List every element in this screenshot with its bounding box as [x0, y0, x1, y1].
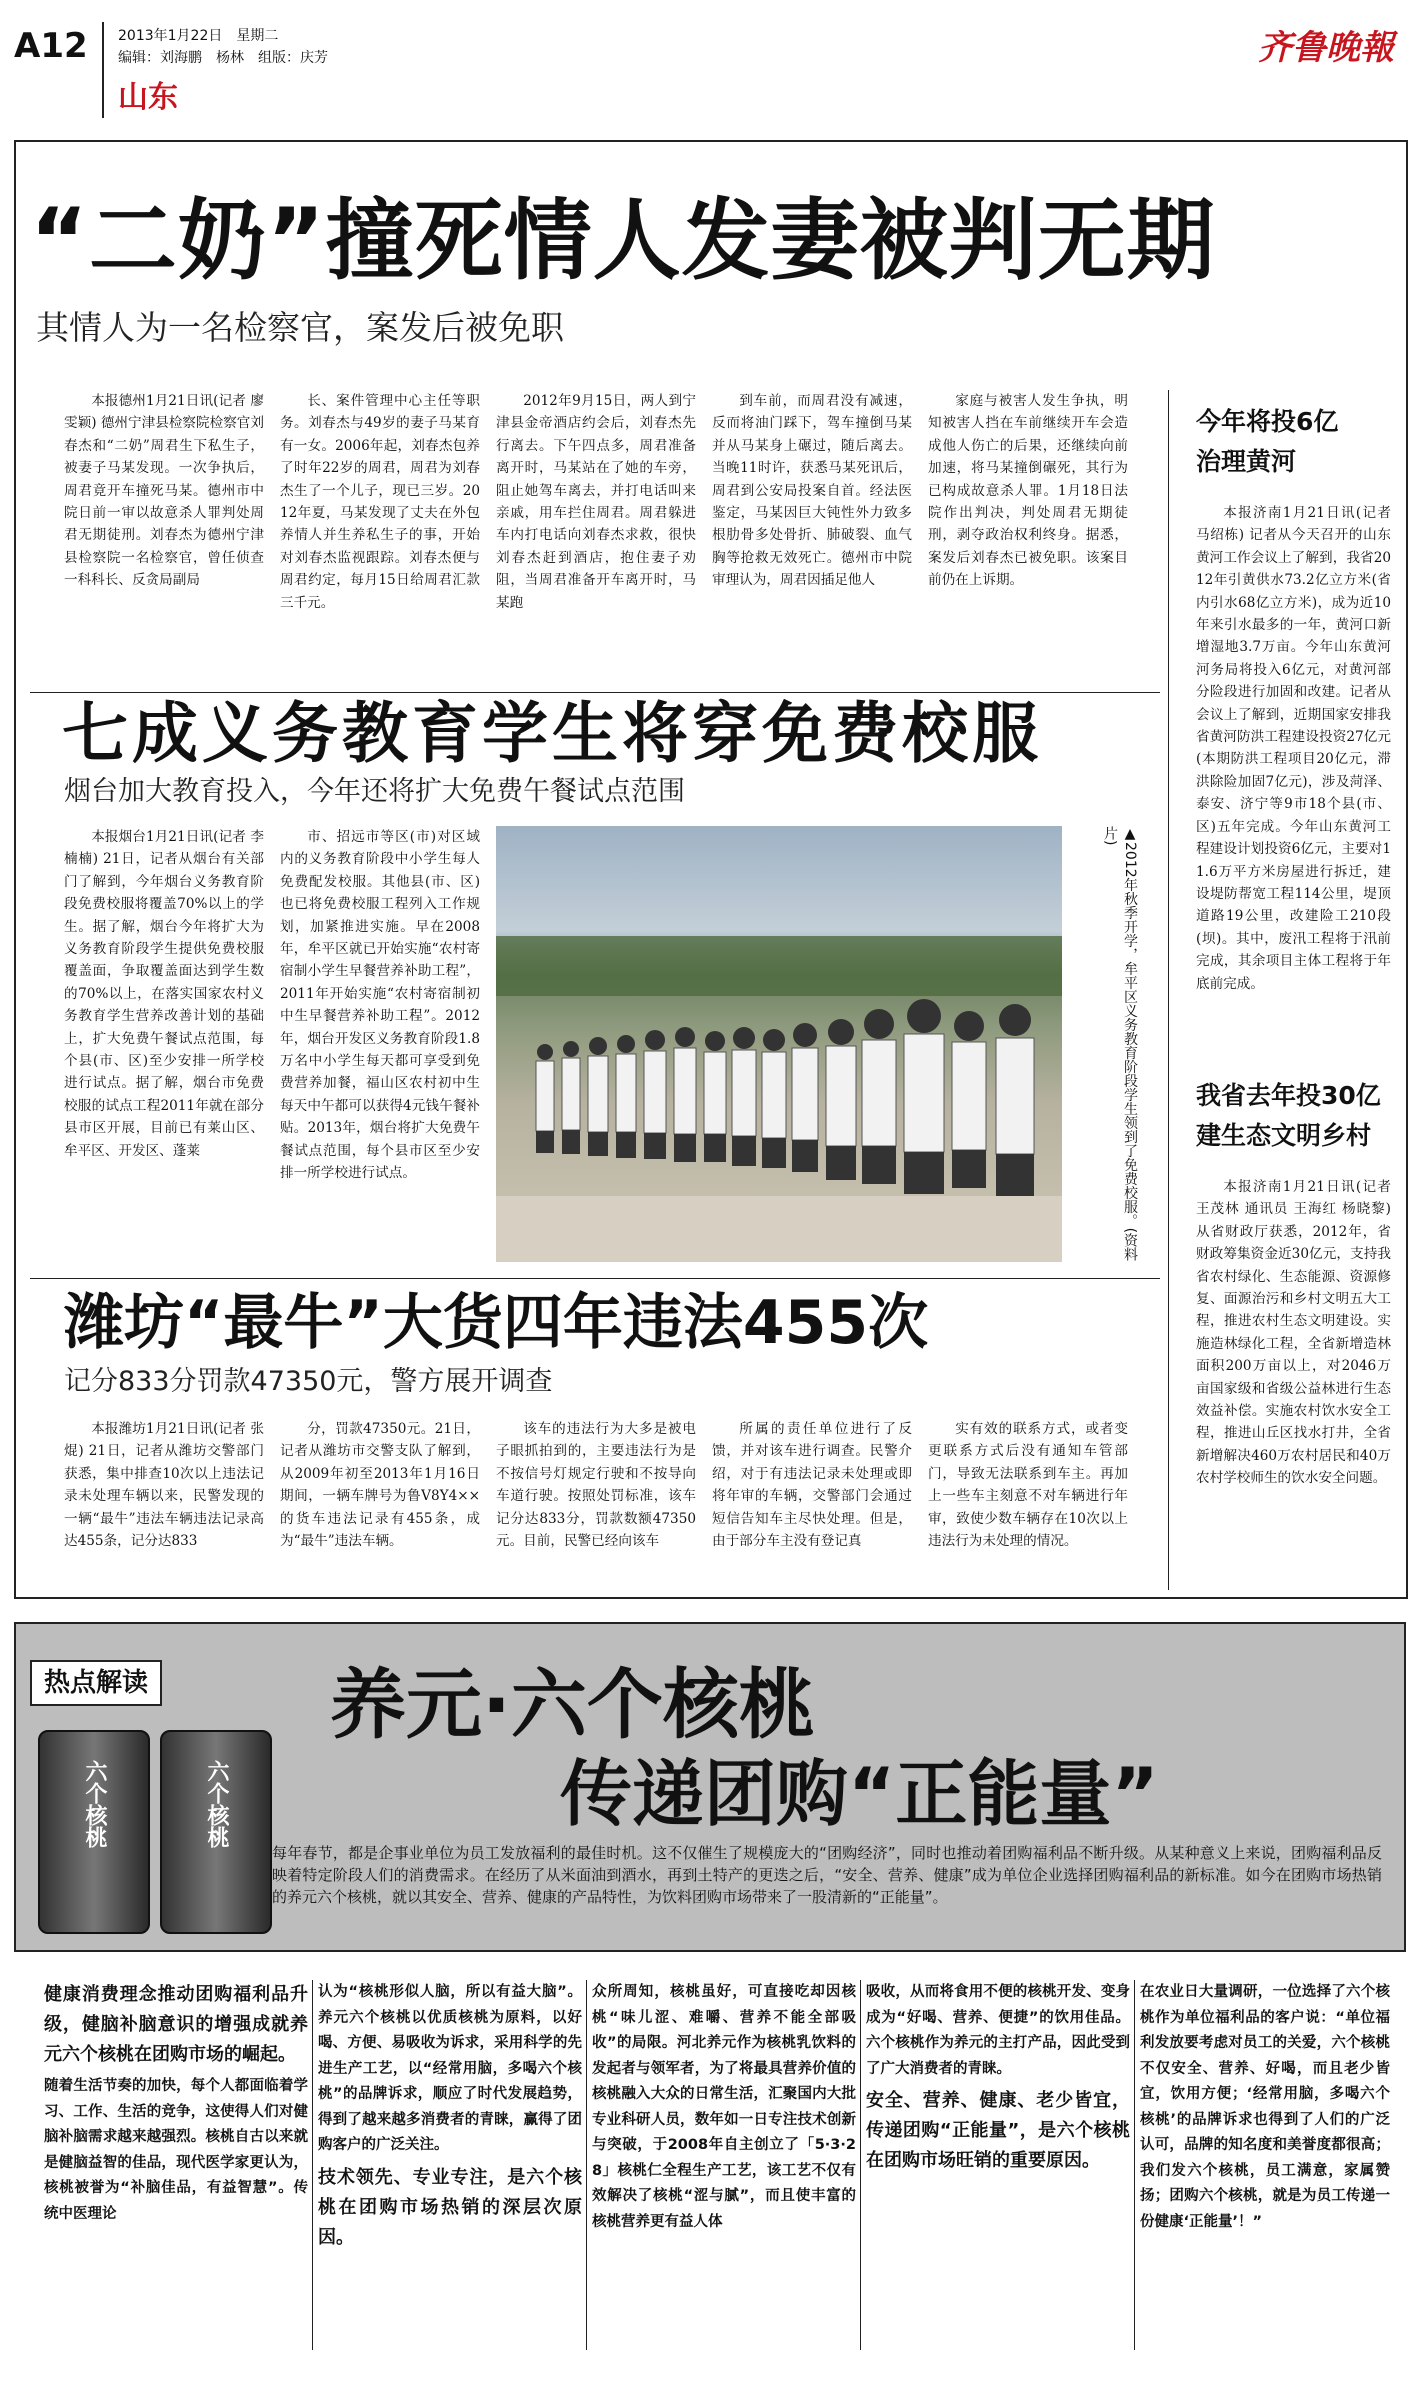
story2-text: 市、招远市等区(市)对区域内的义务教育阶段中小学生每人免费配发校服。其他县(市、区)也已将免费校服工程列入工作规划，加紧推进实施。早在2008年，牟平区就已开始实施“农村寄宿制小学生早餐营养补助工程”，2011年开始实施“农村寄宿制初中生早餐营养补助工程”。2012年，烟台开发区义务教育阶段1.8万名中小学生每天都可享受到免费营养加餐，福山区农村初中生每天中午都可以获得4元钱午餐补贴。2013年，烟台将扩大免费午餐试点范围，每个县市区至少安排一所学校进行试点。: [280, 829, 480, 1182]
story1-text: 2012年9月15日，两人到宁津县金帝酒店约会后，刘春杰先行离去。下午四点多，周君准备离开时，马某站在了她的车旁，阻止她驾车离去，并打电话叫来亲戚，用车拦住周君。周君躲进车内打电话向刘春杰求救，很快刘春杰赶到酒店，抱住妻子劝阻，当周君准备开车离开时，马某跑: [496, 393, 696, 611]
story2-subhead: 烟台加大教育投入，今年还将扩大免费午餐试点范围: [64, 776, 685, 807]
story3-subhead: 记分833分罚款47350元，警方展开调查: [64, 1366, 553, 1397]
photo-caption: ▲2012年秋季开学，牟平区义务教育阶段学生领到了免费校服。(资料片): [1102, 826, 1138, 1262]
sidebar-divider: [1168, 390, 1169, 1590]
ad-column-tail: 安全、营养、健康、老少皆宜，传递团购“正能量”，是六个核桃在团购市场旺销的重要原因。: [866, 2090, 1130, 2171]
story2-text: 本报烟台1月21日讯(记者 李楠楠) 21日，记者从烟台有关部门了解到，今年烟台义务教育阶段免费校服将覆盖70%以上的学生。据了解，烟台今年将扩大为义务教育阶段学生提供免费校服覆盖面，争取覆盖面达到学生数的70%以上，在落实国家农村义务教育学生营养改善计划的基础上，扩大免费午餐试点范围，每个县(市、区)至少安排一所学校进行试点。据了解，烟台市免费校服的试点工程2011年就在部分县市区开展，目前已有莱山区、牟平区、开发区、蓬莱: [64, 829, 264, 1159]
product-can-label: 六个核桃: [82, 1760, 107, 1848]
ad-column-body: 众所周知，核桃虽好，可直接吃却因核桃“味儿涩、难嚼、营养不能全部吸收”的局限。河北养元作为核桃乳饮料的发起者与领军者，为了将最具营养价值的核桃融入大众的日常生活，汇聚国内大批专业科研人员，数年如一日专注技术创新与突破，于2008年自主创立了「5·3·28」核桃仁全程生产工艺，该工艺不仅有效解决了核桃“涩与腻”，而且使丰富的核桃营养更有益人体: [592, 1984, 856, 2230]
ad-column-rule: [860, 1980, 861, 2350]
header-vertical-rule: [102, 22, 104, 118]
story3-text: 本报潍坊1月21日讯(记者 张焜) 21日，记者从潍坊交警部门获悉，集中排查10次以上违法记录未处理车辆以来，民警发现的一辆“最牛”违法车辆违法记录高达455条，记分达833: [64, 1421, 264, 1550]
story1-column-2: [280, 390, 480, 680]
product-can-1: [38, 1730, 150, 1934]
ad-column-4: [866, 1980, 1130, 2360]
story3-headline: 潍坊“最牛”大货四年违法455次: [64, 1288, 929, 1358]
students-photo: [496, 826, 1062, 1262]
masthead-logo: 齐鲁晚報: [1258, 28, 1394, 68]
ad-column-rule: [586, 1980, 587, 2350]
ad-column-2: [318, 1980, 582, 2360]
story1-text: 到车前，而周君没有减速，反而将油门踩下，驾车撞倒马某并从马某身上碾过，随后离去。当晚11时许，获悉马某死讯后，周君到公安局投案自首。经法医鉴定，马某因巨大钝性外力致多根肋骨多处骨折、肺破裂、血气胸等抢救无效死亡。德州市中院审理认为，周君因插足他人: [712, 393, 912, 589]
ad-headline-line1: 养元·六个核桃: [330, 1660, 815, 1749]
date-line: 2013年1月22日 星期二: [118, 28, 279, 44]
story3-text: 该车的违法行为大多是被电子眼抓拍到的，主要违法行为是不按信号灯规定行驶和不按导向车道行驶。按照处罚标准，该车记分达833分，罚款数额47350元。目前，民警已经向该车: [496, 1421, 696, 1550]
story1-column-1: [64, 390, 264, 680]
divider: [30, 1278, 1160, 1279]
sidebar-story2-headline-line1: 我省去年投30亿: [1196, 1081, 1381, 1110]
ad-tag: 热点解读: [30, 1660, 162, 1706]
story1-column-5: [928, 390, 1128, 680]
sidebar-story2-headline-line2: 建生态文明乡村: [1196, 1121, 1372, 1150]
story2-headline: 七成义务教育学生将穿免费校服: [62, 695, 1042, 772]
ad-column-body: 随着生活节奏的加快，每个人都面临着学习、工作、生活的竞争，这使得人们对健脑补脑需求越来越强烈。核桃自古以来就是健脑益智的佳品，现代医学家更认为，核桃被誉为“补脑佳品，有益智慧”。传统中医理论: [44, 2078, 308, 2222]
sidebar-story2-body: 本报济南1月21日讯(记者 王茂林 通讯员 王海红 杨晓黎) 从省财政厅获悉，2012年，省财政筹集资金近30亿元，支持我省农村绿化、生态能源、资源修复、面源治污和乡村文明五大工程，推进农村生态文明建设。实施造林绿化工程，全省新增造林面积200万亩以上，对2046万亩国家级和省级公益林进行生态效益补偿。实施农村饮水安全工程，推进山丘区找水打井，全省新增解决460万农村居民和40万农村学校师生的饮水安全问题。: [1196, 1179, 1391, 1487]
ad-column-lead: 健康消费理念推动团购福利品升级，健脑补脑意识的增强成就养元六个核桃在团购市场的崛起。: [44, 1984, 308, 2065]
story2-column-1: [64, 826, 264, 1268]
product-can-label: 六个核桃: [204, 1760, 229, 1848]
ad-intro: 每年春节，都是企事业单位为员工发放福利的最佳时机。这不仅催生了规模庞大的“团购经济”，同时也推动着团购福利品不断升级。从某种意义上来说，团购福利品反映着特定阶段人们的消费需求。在经历了从米面油到酒水，再到土特产的更迭之后，“安全、营养、健康”成为单位企业选择团购福利品的新标准。如今在团购市场热销的养元六个核桃，就以其安全、营养、健康的产品特性，为饮料团购市场带来了一股清新的“正能量”。: [272, 1844, 1382, 1906]
sidebar-story2-text: [1196, 1176, 1391, 1580]
ad-column-rule: [312, 1980, 313, 2350]
story1-headline: “二奶”撞死情人发妻被判无期: [30, 189, 1216, 292]
story3-text: 分，罚款47350元。21日，记者从潍坊市交警支队了解到，从2009年初至2013年1月16日期间，一辆车牌号为鲁V8Y4××的货车违法记录有455条，成为“最牛”违法车辆。: [280, 1421, 480, 1550]
sidebar-story1-body: 本报济南1月21日讯(记者 马绍栋) 记者从今天召开的山东黄河工作会议上了解到，我省2012年引黄供水73.2亿立方米(省内引水68亿立方米)，成为近10年来引水最多的一年，黄河口新增湿地3.7万亩。今年山东黄河河务局将投入6亿元，对黄河部分险段进行加固和改建。记者从会议上了解到，近期国家安排我省黄河防洪工程建设投资27亿元(本期防洪工程项目20亿元，滞洪除险加固7亿元)，涉及菏泽、泰安、济宁等9市18个县(市、区)五年完成。今年山东黄河工程建设计划投资6亿元，主要对11.6万平方米房屋进行拆迁，建设堤防帮宽工程114公里，堤顶道路19公里，改建险工210段(坝)。其中，废汛工程将于汛前完成，其余项目主体工程将于年底前完成。: [1196, 505, 1391, 992]
sidebar-story1-headline-line2: 治理黄河: [1196, 447, 1297, 476]
ad-column-3: [592, 1980, 856, 2360]
story3-column-2: [280, 1418, 480, 1580]
page-number: A12: [14, 26, 88, 66]
story1-column-4: [712, 390, 912, 680]
ad-column-body: 吸收，从而将食用不便的核桃开发、变身成为“好喝、营养、便捷”的饮用佳品。六个核桃作为养元的主打产品，因此受到了广大消费者的青睐。: [866, 1984, 1130, 2077]
ad-column-1: [44, 1980, 308, 2360]
sidebar-story2-headline: [1196, 1076, 1396, 1156]
story3-column-5: [928, 1418, 1128, 1580]
story1-text: 长、案件管理中心主任等职务。刘春杰与49岁的妻子马某育有一女。2006年起，刘春杰包养了时年22岁的周君，周君为刘春杰生了一个儿子，现已三岁。2012年夏，马某发现了丈夫在外包养情人并生养私生子的事，开始对刘春杰监视跟踪。刘春杰便与周君约定，每月15日给周君汇款三千元。: [280, 393, 480, 611]
ad-column-tail: 技术领先、专业专注，是六个核桃在团购市场热销的深层次原因。: [318, 2166, 582, 2248]
sidebar-story1-text: [1196, 502, 1391, 1062]
story1-column-3: [496, 390, 696, 680]
ad-column-body: 认为“核桃形似人脑，所以有益大脑”。养元六个核桃以优质核桃为原料，以好喝、方便、易吸收为诉求，采用科学的先进生产工艺，以“经常用脑，多喝六个核桃”的品牌诉求，顺应了时代发展趋势，得到了越来越多消费者的青睐，赢得了团购客户的广泛关注。: [318, 1984, 582, 2153]
story2-column-2: [280, 826, 480, 1268]
story1-text: 本报德州1月21日讯(记者 廖雯颖) 德州宁津县检察院检察官刘春杰和“二奶”周君生下私生子，被妻子马某发现。一次争执后，周君竟开车撞死马某。德州市中院日前一审以故意杀人罪判处周君无期徒刑。刘春杰为德州宁津县检察院一名检察官，曾任侦查一科科长、反贪局副局: [64, 393, 264, 589]
ad-column-5: [1140, 1980, 1390, 2360]
story3-column-1: [64, 1418, 264, 1580]
story1-subhead: 其情人为一名检察官，案发后被免职: [36, 308, 564, 347]
story1-text: 家庭与被害人发生争执，明知被害人挡在车前继续开车会造成他人伤亡的后果，还继续向前加速，将马某撞倒碾死，其行为已构成故意杀人罪。1月18日法院作出判决，判处周君无期徒刑，剥夺政治权利终身。据悉，案发后刘春杰已被免职。该案目前仍在上诉期。: [928, 393, 1128, 589]
story3-column-3: [496, 1418, 696, 1580]
product-can-2: [160, 1730, 272, 1934]
students-photo-art: [496, 826, 1062, 1262]
ad-column-rule: [1134, 1980, 1135, 2350]
sidebar-story1-headline: [1196, 402, 1396, 482]
sidebar-story1-headline-line1: 今年将投6亿: [1196, 407, 1339, 436]
story3-text: 所属的责任单位进行了反馈，并对该车进行调查。民警介绍，对于有违法记录未处理或即将年审的车辆，交警部门会通过短信告知车主尽快处理。但是，由于部分车主没有登记真: [712, 1421, 912, 1550]
ad-column-body: 在农业日大量调研，一位选择了六个核桃作为单位福利品的客户说：“单位福利发放要考虑对员工的关爱，六个核桃不仅安全、营养、好喝，而且老少皆宜，饮用方便；‘经常用脑，多喝六个核桃’的品牌诉求也得到了人们的广泛认可，品牌的知名度和美誉度都很高；我们发六个核桃，员工满意，家属赞扬；团购六个核桃，就是为员工传递一份健康‘正能量’！”: [1140, 1984, 1390, 2230]
story3-text: 实有效的联系方式，或者变更联系方式后没有通知车管部门，导致无法联系到车主。再加上一些车主刻意不对车辆进行年审，致使少数车辆存在10次以上违法行为未处理的情况。: [928, 1421, 1128, 1550]
story3-column-4: [712, 1418, 912, 1580]
section-label: 山东: [118, 80, 178, 115]
editors-line: 编辑：刘海鹏 杨林 组版：庆芳: [118, 50, 328, 66]
ad-headline-line2: 传递团购“正能量”: [560, 1752, 1159, 1836]
